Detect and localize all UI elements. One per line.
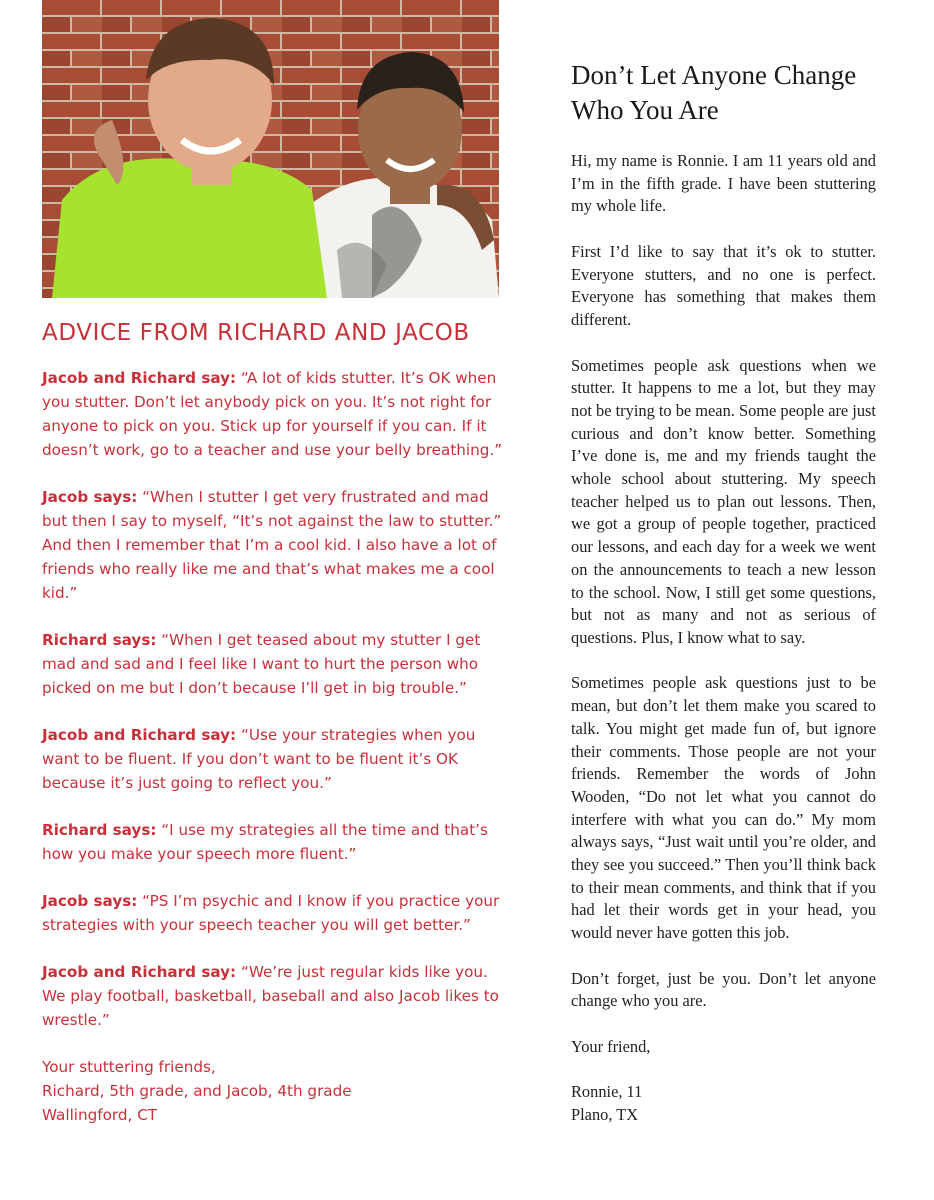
quote-speaker: Jacob says:: [42, 488, 138, 506]
quote-speaker: Jacob and Richard say:: [42, 963, 237, 981]
quote-text: “I use my strategies all the time and that’s how you make your speech more fluent.”: [42, 821, 488, 863]
advice-column: [42, 320, 512, 1127]
quote-text: “We’re just regular kids like you. We play football, basketball, baseball and also Jacob likes to wrestle.”: [42, 963, 499, 1029]
quote-speaker: Jacob says:: [42, 892, 138, 910]
quote-text: “When I get teased about my stutter I get mad and sad and I feel like I want to hurt the person who picked on me but I don’t because I’ll get in big trouble.”: [42, 631, 481, 697]
quote-text: “A lot of kids stutter. It’s OK when you stutter. Don’t let anybody pick on you. It’s not right for anyone to pick on you. Stick up for yourself if you can. If it doesn’t work, go to a teacher and use your belly breathing.”: [42, 369, 503, 459]
quote-3: [42, 628, 512, 700]
quote-text: “PS I’m psychic and I know if you practice your strategies with your speech teacher you will get better.”: [42, 892, 500, 934]
signature-line: Plano, TX: [571, 1105, 639, 1125]
signoff-line: Wallingford, CT: [42, 1106, 158, 1124]
quote-speaker: Richard says:: [42, 631, 157, 649]
quote-6: [42, 889, 512, 937]
quote-speaker: Jacob and Richard say:: [42, 369, 237, 387]
letter-paragraph: First I’d like to say that it’s ok to stutter. Everyone stutters, and no one is perfect. Everyone has something that makes them different.: [571, 241, 876, 330]
signoff-line: Your stuttering friends,: [42, 1058, 216, 1076]
quote-4: [42, 723, 512, 795]
quote-speaker: Richard says:: [42, 821, 157, 839]
quote-5: [42, 818, 512, 866]
letter-title-line: Who You Are: [571, 95, 719, 125]
letter-paragraph: Sometimes people ask questions just to be mean, but don’t let them make you scared to talk. You might get made fun of, but ignore their comments. Those people are not your friends. Remember the words of John Wooden, “Do not let what you cannot do interfere with what you can do.” My mom always says, “Just wait until you’re older, and they see you succeed.” Then you’ll think back to their mean comments, and think that if you had let their words get in your head, you would never have gotten this job.: [571, 673, 876, 943]
advice-heading: ADVICE FROM RICHARD AND JACOB: [42, 320, 470, 346]
letter-title: [571, 58, 876, 128]
photo-illustration: [42, 0, 499, 298]
signoff-line: Richard, 5th grade, and Jacob, 4th grade: [42, 1082, 352, 1100]
letter-closing: Your friend,: [571, 1036, 651, 1056]
letter-column: [571, 58, 876, 1150]
quote-speaker: Jacob and Richard say:: [42, 726, 237, 744]
signature-line: Ronnie, 11: [571, 1082, 643, 1102]
letter-paragraph: Don’t forget, just be you. Don’t let anyone change who you are.: [571, 968, 876, 1011]
quote-text: “Use your strategies when you want to be fluent. If you don’t want to be fluent it’s OK because it’s just going to reflect you.”: [42, 726, 476, 792]
letter-signature: [571, 1081, 876, 1126]
letter-paragraph: Sometimes people ask questions when we stutter. It happens to me a lot, but they may not be trying to be mean. Some people are just curious and don’t know better. Something I’ve done is, me and my friends taught the whole school about stuttering. My speech teacher helped us to plan out lessons. Then, we got a group of people together, practiced our lessons, and each day for a week we went on the announcements to teach a new lesson to the school. Now, I still get some questions, but not as many and not as serious of questions. Plus, I know what to say.: [571, 355, 876, 647]
quote-7: [42, 960, 512, 1032]
advice-signoff: [42, 1055, 512, 1127]
letter-paragraph: Hi, my name is Ronnie. I am 11 years old and I’m in the fifth grade. I have been stuttering my whole life.: [571, 151, 876, 216]
quote-2: [42, 485, 512, 605]
quote-1: [42, 366, 512, 462]
letter-title-line: Don’t Let Anyone Change: [571, 60, 857, 90]
photo-two-boys: [42, 0, 499, 298]
quote-text: “When I stutter I get very frustrated and mad but then I say to myself, “It’s not against the law to stutter.” And then I remember that I’m a cool kid. I also have a lot of friends who really like me and that’s what makes me a cool kid.”: [42, 488, 502, 602]
